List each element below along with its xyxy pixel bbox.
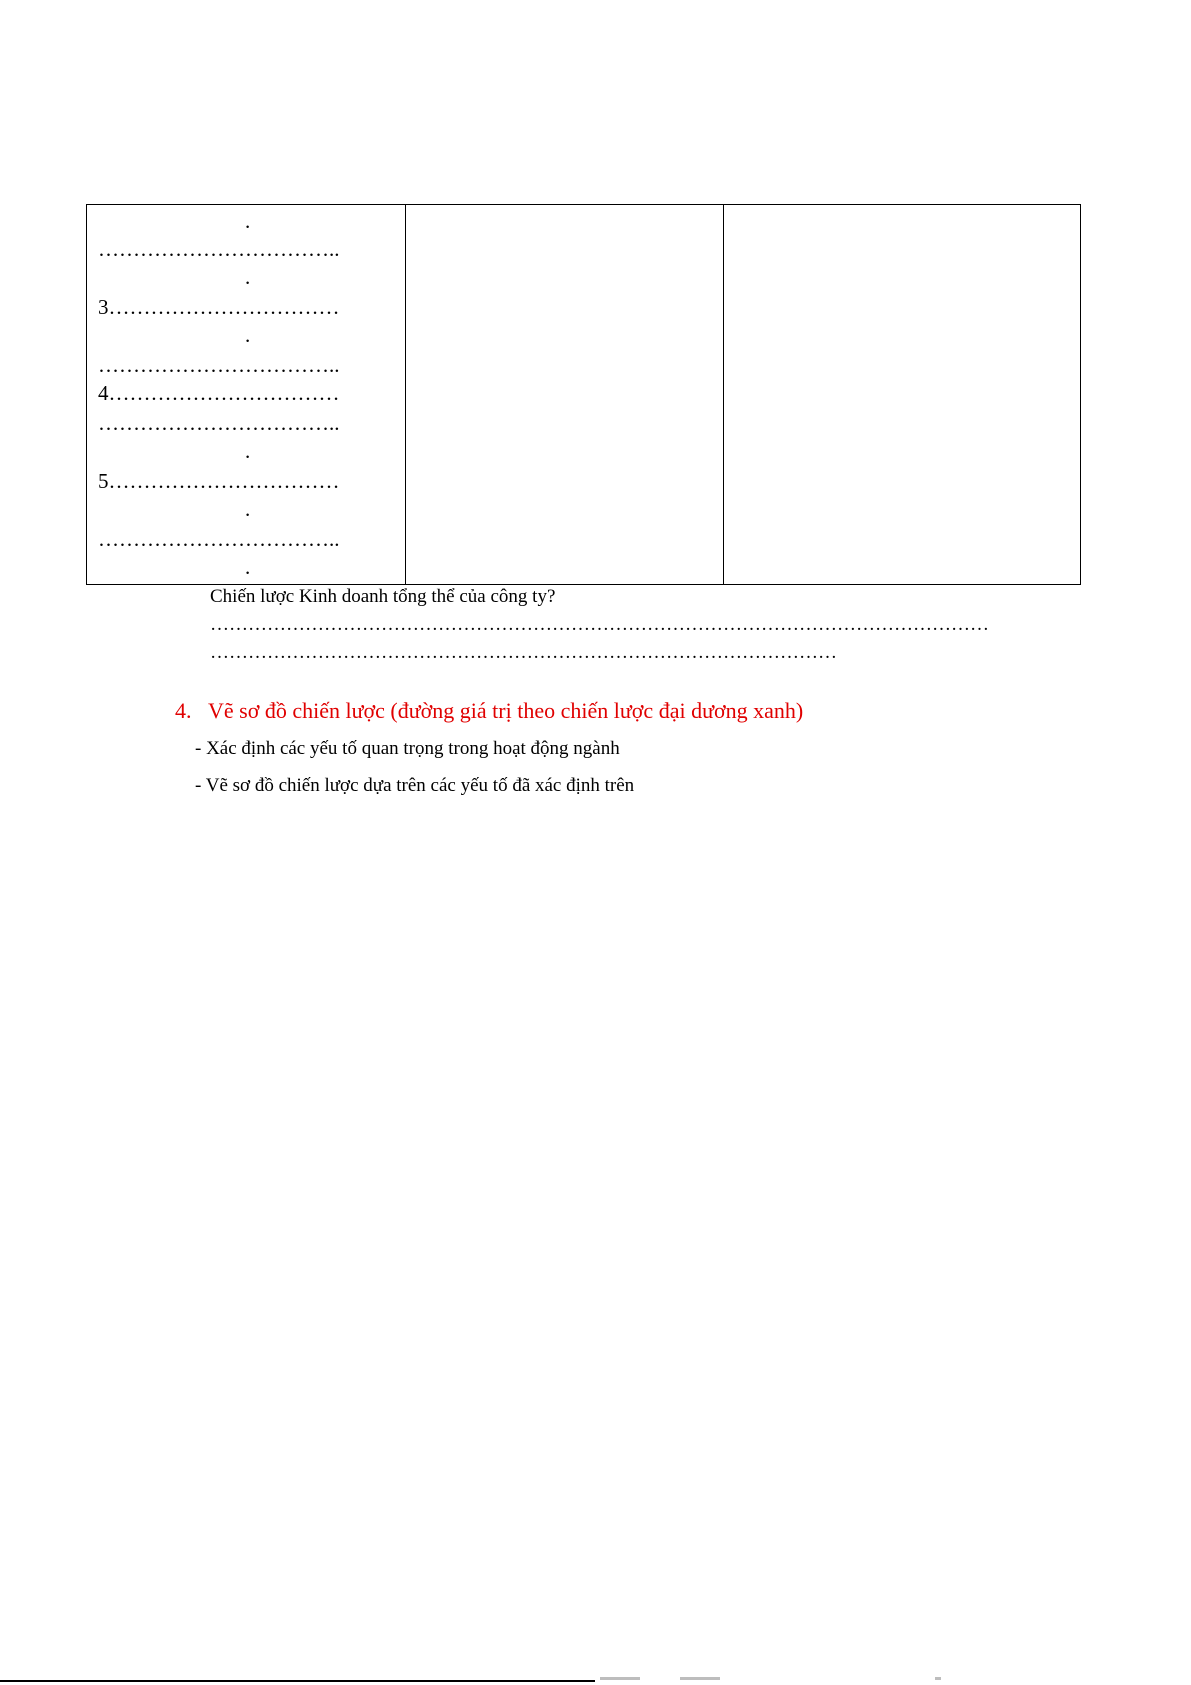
cell-line: . [245,323,251,347]
bullet-item: - Xác định các yếu tố quan trọng trong hoạt động ngành [195,738,620,759]
footer-mark [600,1677,640,1680]
cell-line: 4…………………………… [98,381,340,405]
cell-line: …………………………….. [98,353,340,377]
answer-dots-line-2: ……………………………………………………………………………………… [210,642,837,663]
footer-mark [935,1677,941,1680]
bullet-item: - Vẽ sơ đồ chiến lược dựa trên các yếu tố đã xác định trên [195,775,635,796]
cell-line: . [245,209,251,233]
cell-line: . [245,265,251,289]
cell-line: . [245,439,251,463]
cell-line: . [245,497,251,521]
answer-dots-line-1: …………………………………………………………………………………………………………… [210,614,989,635]
section-title: Vẽ sơ đồ chiến lược (đường giá trị theo chiến lược đại dương xanh) [208,698,804,723]
question-text: Chiến lược Kinh doanh tổng thể của công ty? [210,586,556,607]
footer-mark [680,1677,720,1680]
table-cell-empty-3 [724,205,1080,584]
table-cell-answers [87,205,406,584]
footer-rule [0,1680,595,1682]
cell-line: …………………………….. [98,411,340,435]
cell-line: 3…………………………… [98,295,340,319]
cell-line: 5…………………………… [98,469,340,493]
cell-line: …………………………….. [98,527,340,551]
table-cell-empty-2 [405,205,724,584]
answer-table [86,204,1081,585]
section-4-heading [175,698,803,724]
cell-line: . [245,555,251,579]
cell-line: …………………………….. [98,237,340,261]
section-number: 4. [175,698,192,723]
